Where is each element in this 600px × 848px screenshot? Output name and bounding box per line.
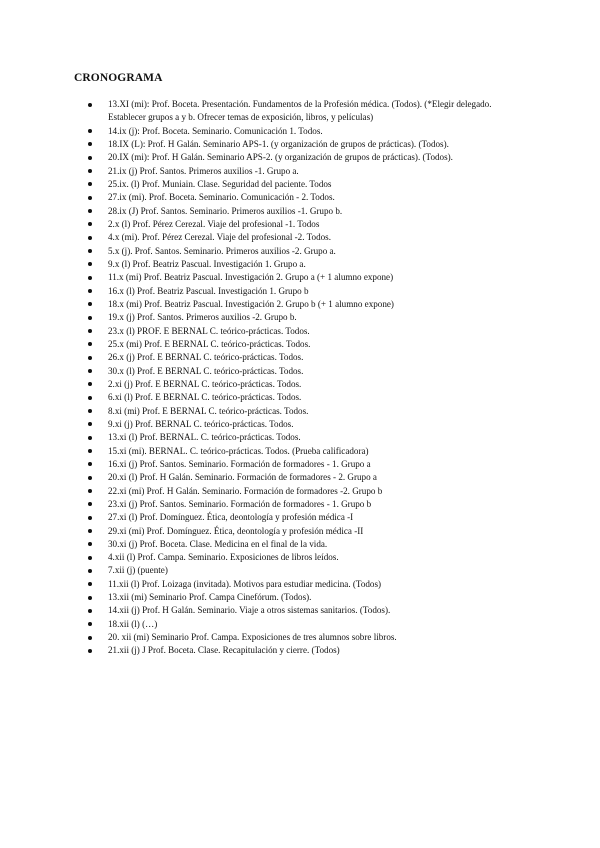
bullet-icon bbox=[88, 569, 92, 573]
bullet-icon bbox=[88, 196, 92, 200]
schedule-item bbox=[0, 151, 600, 164]
schedule-item bbox=[0, 351, 600, 364]
schedule-item-text: 20. xii (mi) Seminario Prof. Campa. Exposiciones de tres alumnos sobre libros. bbox=[108, 632, 397, 643]
schedule-item-text: 30.x (l) Prof. E BERNAL C. teórico-prácticas. Todos. bbox=[108, 365, 304, 376]
schedule-item-text: 18.IX (L): Prof. H Galán. Seminario APS-1. (y organización de grupos de prácticas). (Todos). bbox=[108, 138, 449, 149]
schedule-item bbox=[0, 618, 600, 631]
bullet-icon bbox=[88, 289, 92, 293]
schedule-item-text: 25.ix. (l) Prof. Muniain. Clase. Seguridad del paciente. Todos bbox=[108, 178, 332, 189]
schedule-item-text: 14.ix (j): Prof. Boceta. Seminario. Comunicación 1. Todos. bbox=[108, 125, 323, 136]
schedule-item bbox=[0, 231, 600, 244]
bullet-icon bbox=[88, 422, 92, 426]
bullet-icon bbox=[88, 142, 92, 146]
schedule-item bbox=[0, 191, 600, 204]
bullet-icon bbox=[88, 596, 92, 600]
schedule-item bbox=[0, 631, 600, 644]
bullet-icon bbox=[88, 622, 92, 626]
schedule-item bbox=[0, 551, 600, 564]
bullet-icon bbox=[88, 489, 92, 493]
bullet-icon bbox=[88, 129, 92, 133]
bullet-icon bbox=[88, 476, 92, 480]
schedule-item bbox=[0, 485, 600, 498]
schedule-item-text: 11.x (mi) Prof. Beatriz Pascual. Investigación 2. Grupo a (+ 1 alumno expone) bbox=[108, 272, 394, 283]
schedule-item bbox=[0, 125, 600, 138]
schedule-item-text: 15.xi (mi). BERNAL. C. teórico-prácticas. Todos. (Prueba calificadora) bbox=[108, 445, 369, 456]
schedule-item bbox=[0, 445, 600, 458]
bullet-icon bbox=[88, 249, 92, 253]
bullet-icon bbox=[88, 302, 92, 306]
bullet-icon bbox=[88, 609, 92, 613]
schedule-item-text: 25.x (mi) Prof. E BERNAL C. teórico-prácticas. Todos. bbox=[108, 338, 311, 349]
schedule-item-text: 9.x (l) Prof. Beatriz Pascual. Investigación 1. Grupo a. bbox=[108, 258, 306, 269]
bullet-icon bbox=[88, 169, 92, 173]
schedule-item bbox=[0, 298, 600, 311]
schedule-item-text: 20.IX (mi): Prof. H Galán. Seminario APS-2. (y organización de grupos de prácticas). (Todos). bbox=[108, 152, 453, 163]
schedule-item-text: 21.ix (j) Prof. Santos. Primeros auxilios -1. Grupo a. bbox=[108, 165, 299, 176]
bullet-icon bbox=[88, 262, 92, 266]
bullet-icon bbox=[88, 436, 92, 440]
schedule-item-text: 27.xi (l) Prof. Domínguez. Ética, deontología y profesión médica -I bbox=[108, 512, 354, 523]
schedule-item bbox=[0, 604, 600, 617]
schedule-item bbox=[0, 338, 600, 351]
schedule-item bbox=[0, 511, 600, 524]
schedule-item-text: 14.xii (j) Prof. H Galán. Seminario. Viaje a otros sistemas sanitarios. (Todos). bbox=[108, 605, 391, 616]
schedule-item bbox=[0, 578, 600, 591]
schedule-item-text: 4.x (mi). Prof. Pérez Cerezal. Viaje del profesional -2. Todos. bbox=[108, 232, 331, 243]
schedule-item bbox=[0, 538, 600, 551]
bullet-icon bbox=[88, 316, 92, 320]
schedule-item-text: 13.XI (mi): Prof. Boceta. Presentación. Fundamentos de la Profesión médica. (Todos). (*Elegir delegado. Establecer grupos a y b. Ofrecer temas de exposición, libros, y películas) bbox=[108, 99, 492, 123]
schedule-item bbox=[0, 644, 600, 657]
bullet-icon bbox=[88, 182, 92, 186]
schedule-item bbox=[0, 458, 600, 471]
schedule-item bbox=[0, 405, 600, 418]
bullet-icon bbox=[88, 222, 92, 226]
bullet-icon bbox=[88, 396, 92, 400]
schedule-list bbox=[0, 98, 600, 658]
bullet-icon bbox=[88, 449, 92, 453]
bullet-icon bbox=[88, 369, 92, 373]
schedule-item-text: 9.xi (j) Prof. BERNAL C. teórico-prácticas. Todos. bbox=[108, 418, 294, 429]
bullet-icon bbox=[88, 329, 92, 333]
schedule-item-text: 18.x (mi) Prof. Beatriz Pascual. Investigación 2. Grupo b (+ 1 alumno expone) bbox=[108, 298, 394, 309]
schedule-item-text: 23.x (l) PROF. E BERNAL C. teórico-prácticas. Todos. bbox=[108, 325, 310, 336]
schedule-item-text: 19.x (j) Prof. Santos. Primeros auxilios -2. Grupo b. bbox=[108, 312, 297, 323]
bullet-icon bbox=[88, 103, 92, 107]
bullet-icon bbox=[88, 209, 92, 213]
bullet-icon bbox=[88, 542, 92, 546]
schedule-item bbox=[0, 498, 600, 511]
bullet-icon bbox=[88, 529, 92, 533]
schedule-item bbox=[0, 418, 600, 431]
schedule-item bbox=[0, 98, 600, 125]
schedule-item bbox=[0, 564, 600, 577]
schedule-item bbox=[0, 178, 600, 191]
schedule-item bbox=[0, 258, 600, 271]
schedule-item bbox=[0, 365, 600, 378]
schedule-item bbox=[0, 205, 600, 218]
schedule-item-text: 20.xi (l) Prof. H Galán. Seminario. Formación de formadores - 2. Grupo a bbox=[108, 472, 377, 483]
bullet-icon bbox=[88, 649, 92, 653]
schedule-item-text: 2.x (l) Prof. Pérez Cerezal. Viaje del profesional -1. Todos bbox=[108, 218, 320, 229]
schedule-item-text: 13.xii (mi) Seminario Prof. Campa Cinefórum. (Todos). bbox=[108, 592, 312, 603]
schedule-item bbox=[0, 378, 600, 391]
schedule-item bbox=[0, 285, 600, 298]
schedule-item-text: 21.xii (j) J Prof. Boceta. Clase. Recapitulación y cierre. (Todos) bbox=[108, 645, 340, 656]
bullet-icon bbox=[88, 236, 92, 240]
schedule-item bbox=[0, 525, 600, 538]
schedule-item bbox=[0, 165, 600, 178]
bullet-icon bbox=[88, 636, 92, 640]
schedule-item-text: 18.xii (l) (…) bbox=[108, 618, 158, 629]
schedule-item bbox=[0, 245, 600, 258]
schedule-item-text: 2.xi (j) Prof. E BERNAL C. teórico-prácticas. Todos. bbox=[108, 378, 302, 389]
bullet-icon bbox=[88, 582, 92, 586]
schedule-item-text: 30.xi (j) Prof. Boceta. Clase. Medicina en el final de la vida. bbox=[108, 538, 328, 549]
bullet-icon bbox=[88, 462, 92, 466]
schedule-item-text: 6.xi (l) Prof. E BERNAL C. teórico-prácticas. Todos. bbox=[108, 392, 302, 403]
bullet-icon bbox=[88, 156, 92, 160]
schedule-item-text: 16.xi (j) Prof. Santos. Seminario. Formación de formadores - 1. Grupo a bbox=[108, 458, 371, 469]
schedule-item-text: 5.x (j). Prof. Santos. Seminario. Primeros auxilios -2. Grupo a. bbox=[108, 245, 336, 256]
schedule-item-text: 13.xi (l) Prof. BERNAL. C. teórico-prácticas. Todos. bbox=[108, 432, 301, 443]
bullet-icon bbox=[88, 382, 92, 386]
schedule-item bbox=[0, 591, 600, 604]
schedule-item bbox=[0, 391, 600, 404]
schedule-item-text: 27.ix (mi). Prof. Boceta. Seminario. Comunicación - 2. Todos. bbox=[108, 192, 335, 203]
bullet-icon bbox=[88, 516, 92, 520]
schedule-item-text: 29.xi (mi) Prof. Domínguez. Ética, deontología y profesión médica -II bbox=[108, 525, 364, 536]
schedule-item bbox=[0, 218, 600, 231]
schedule-item-text: 22.xi (mi) Prof. H Galán. Seminario. Formación de formadores -2. Grupo b bbox=[108, 485, 383, 496]
schedule-item-text: 23.xi (j) Prof. Santos. Seminario. Formación de formadores - 1. Grupo b bbox=[108, 498, 372, 509]
schedule-item bbox=[0, 311, 600, 324]
bullet-icon bbox=[88, 356, 92, 360]
bullet-icon bbox=[88, 556, 92, 560]
bullet-icon bbox=[88, 276, 92, 280]
document-title: CRONOGRAMA bbox=[74, 72, 163, 84]
schedule-item-text: 7.xii (j) (puente) bbox=[108, 565, 168, 576]
schedule-item bbox=[0, 138, 600, 151]
schedule-item-text: 4.xii (l) Prof. Campa. Seminario. Exposiciones de libros leídos. bbox=[108, 552, 339, 563]
schedule-item-text: 8.xi (mi) Prof. E BERNAL C. teórico-prácticas. Todos. bbox=[108, 405, 309, 416]
bullet-icon bbox=[88, 342, 92, 346]
schedule-item-text: 16.x (l) Prof. Beatriz Pascual. Investigación 1. Grupo b bbox=[108, 285, 309, 296]
bullet-icon bbox=[88, 502, 92, 506]
bullet-icon bbox=[88, 409, 92, 413]
schedule-item bbox=[0, 471, 600, 484]
schedule-item-text: 11.xii (l) Prof. Loizaga (invitada). Motivos para estudiar medicina. (Todos) bbox=[108, 578, 382, 589]
schedule-item bbox=[0, 325, 600, 338]
schedule-item bbox=[0, 271, 600, 284]
schedule-item-text: 26.x (j) Prof. E BERNAL C. teórico-prácticas. Todos. bbox=[108, 352, 304, 363]
schedule-item bbox=[0, 431, 600, 444]
schedule-item-text: 28.ix (J) Prof. Santos. Seminario. Primeros auxilios -1. Grupo b. bbox=[108, 205, 343, 216]
